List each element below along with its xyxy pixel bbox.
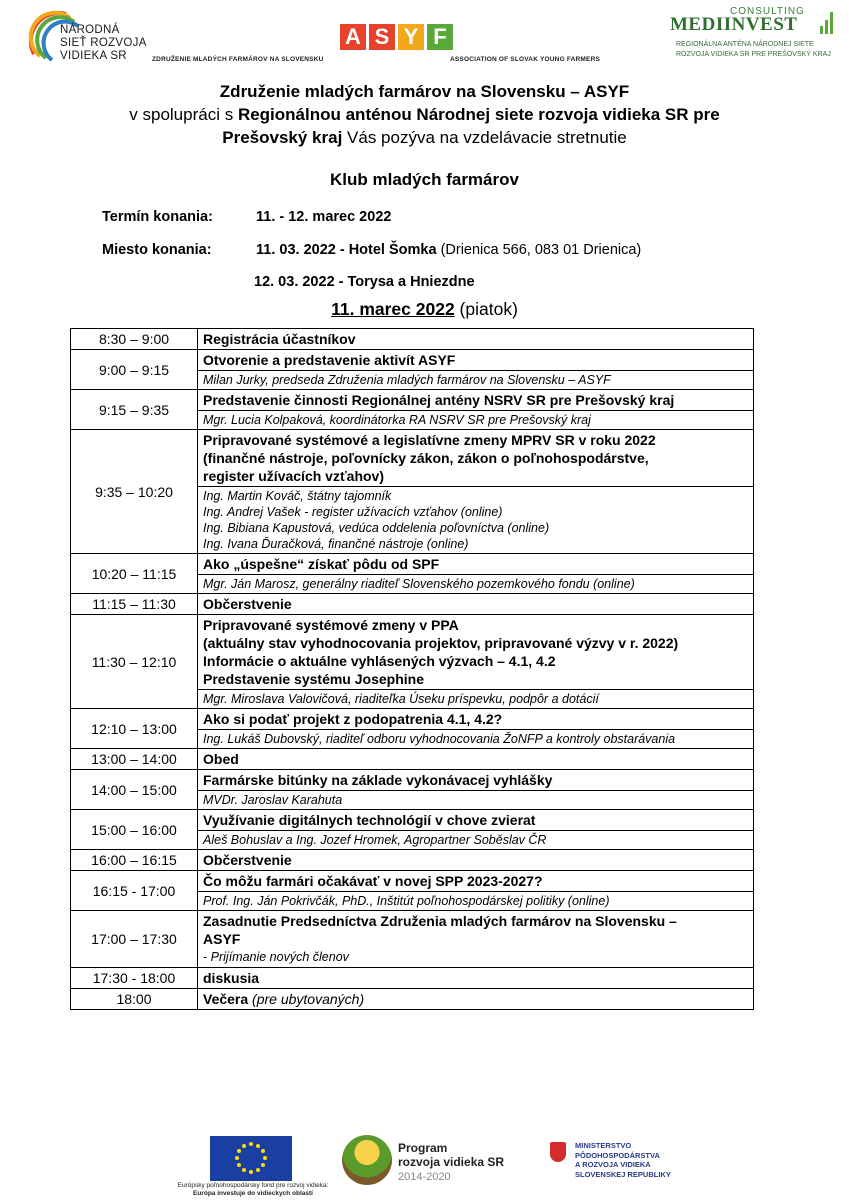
speaker-line: Prof. Ing. Ján Pokrivčák, PhD., Inštitút poľnohospodárskej politiky (online) [203, 894, 610, 908]
schedule-speakers [198, 575, 754, 594]
schedule-time: 16:00 – 16:15 [71, 850, 198, 871]
schedule-topic [198, 968, 754, 989]
topic-line: Pripravované systémové zmeny v PPA [203, 617, 459, 633]
mediinvest-logo: MEDIINVEST [670, 14, 798, 35]
schedule-topic [198, 810, 754, 831]
topic-line: Večera [203, 991, 249, 1007]
schedule-topic [198, 350, 754, 371]
speaker-line: Ing. Martin Kováč, štátny tajomník [203, 489, 392, 503]
topic-line: Predstavenie systému Josephine [203, 671, 424, 687]
schedule-speakers [198, 730, 754, 749]
nsrv-logo-text: NÁRODNÁ SIEŤ ROZVOJA VIDIEKA SR [60, 24, 147, 62]
schedule-row [71, 810, 754, 831]
schedule-topic [198, 709, 754, 730]
schedule-row [71, 390, 754, 411]
schedule-time: 8:30 – 9:00 [71, 329, 198, 350]
schedule-speakers [198, 791, 754, 810]
schedule-time: 10:20 – 11:15 [71, 554, 198, 594]
schedule-topic [198, 615, 754, 690]
schedule-topic [198, 430, 754, 487]
schedule-time: 14:00 – 15:00 [71, 770, 198, 810]
schedule-topic [198, 390, 754, 411]
asyf-logo-letter: Y [398, 24, 424, 50]
schedule-row [71, 850, 754, 871]
speaker-line: Mgr. Ján Marosz, generálny riaditeľ Slovenského pozemkového fondu (online) [203, 577, 635, 591]
schedule-topic [198, 850, 754, 871]
event-title: Klub mladých farmárov [330, 170, 519, 189]
topic-line: Občerstvenie [203, 852, 292, 868]
schedule-row [71, 989, 754, 1010]
schedule-time: 16:15 - 17:00 [71, 871, 198, 911]
schedule-topic [198, 749, 754, 770]
schedule-time: 11:30 – 12:10 [71, 615, 198, 709]
topic-line: Informácie o aktuálne vyhlásených výzvach – 4.1, 4.2 [203, 653, 556, 669]
mediinvest-subtitle: REGIONÁLNA ANTÉNA NÁRODNEJ SIETE ROZVOJA VIDIEKA SR PRE PREŠOVSKÝ KRAJ [676, 41, 831, 58]
speaker-line: Aleš Bohuslav a Ing. Jozef Hromek, Agropartner Soběslav ČR [203, 833, 547, 847]
schedule-row [71, 871, 754, 892]
topic-line: Pripravované systémové a legislatívne zmeny MPRV SR v roku 2022 [203, 432, 656, 448]
topic-line: ASYF [203, 931, 241, 947]
schedule-speakers [198, 690, 754, 709]
schedule-row [71, 329, 754, 350]
day-heading: 11. marec 2022 (piatok) [331, 299, 518, 319]
slovak-coat-of-arms-icon [550, 1142, 566, 1162]
schedule-row [71, 350, 754, 371]
topic-line: Čo môžu farmári očakávať v novej SPP 2023-2027? [203, 873, 543, 889]
term-value: 11. - 12. marec 2022 [256, 209, 392, 225]
schedule-speakers [198, 487, 754, 554]
schedule-topic [198, 594, 754, 615]
place-value-2: 12. 03. 2022 - Torysa a Hniezdne [254, 274, 475, 290]
topic-line: (finančné nástroje, poľovnícky zákon, zákon o poľnohospodárstve, [203, 450, 649, 466]
schedule-time: 9:00 – 9:15 [71, 350, 198, 390]
prv-logo-icon [342, 1135, 392, 1185]
asyf-logo-letter: S [369, 24, 395, 50]
schedule-speakers [198, 371, 754, 390]
schedule-time: 9:35 – 10:20 [71, 430, 198, 554]
schedule-speakers [198, 892, 754, 911]
schedule-row [71, 709, 754, 730]
place-value-1: 11. 03. 2022 - Hotel Šomka (Drienica 566, 083 01 Drienica) [256, 242, 642, 258]
schedule-time: 17:00 – 17:30 [71, 911, 198, 968]
schedule-row [71, 554, 754, 575]
mediinvest-consulting: CONSULTING [730, 6, 805, 17]
prv-years: 2014-2020 [398, 1171, 451, 1183]
schedule-topic [198, 989, 754, 1010]
prv-logo-text: Program rozvoja vidieka SR [398, 1141, 505, 1169]
term-label: Termín konania: [102, 209, 213, 225]
topic-note: - Prijímanie nových členov [203, 950, 349, 964]
asyf-subtitle-sk: ZDRUŽENIE MLADÝCH FARMÁROV NA SLOVENSKU [152, 56, 324, 63]
speaker-line: MVDr. Jaroslav Karahuta [203, 793, 343, 807]
topic-line: Ako „úspešne“ získať pôdu od SPF [203, 556, 440, 572]
speaker-line: Ing. Andrej Vašek - register užívacích vzťahov (online) [203, 505, 503, 519]
schedule-topic [198, 911, 754, 968]
schedule-time: 13:00 – 14:00 [71, 749, 198, 770]
topic-line: Otvorenie a predstavenie aktivít ASYF [203, 352, 456, 368]
topic-note: (pre ubytovaných) [248, 991, 365, 1007]
schedule-topic [198, 770, 754, 791]
topic-line: diskusia [203, 970, 260, 986]
eu-flag-icon [210, 1136, 292, 1181]
schedule-row [71, 430, 754, 487]
invitation-text: Združenie mladých farmárov na Slovensku – ASYF v spolupráci s Regionálnou anténou Národnej siete rozvoja vidieka SR pre Prešovský kraj Vás pozýva na vzdelávacie stretnutie [129, 82, 720, 147]
schedule-row [71, 594, 754, 615]
ministry-logo-text: MINISTERSTVO PÔDOHOSPODÁRSTVA A ROZVOJA VIDIEKA SLOVENSKEJ REPUBLIKY [575, 1141, 671, 1179]
schedule-time: 11:15 – 11:30 [71, 594, 198, 615]
topic-line: Farmárske bitúnky na základe vykonávacej vyhlášky [203, 772, 553, 788]
speaker-line: Ing. Lukáš Dubovský, riaditeľ odboru vyhodnocovania ŽoNFP a kontroly obstarávania [203, 732, 676, 746]
asyf-logo-letter: F [427, 24, 453, 50]
speaker-line: Mgr. Miroslava Valovičová, riaditeľka Úseku príspevku, podpôr a dotácií [203, 692, 599, 706]
schedule-topic [198, 554, 754, 575]
schedule-speakers [198, 411, 754, 430]
topic-line: (aktuálny stav vyhodnocovania projektov, pripravované výzvy v r. 2022) [203, 635, 679, 651]
schedule-row [71, 770, 754, 791]
schedule-row [71, 911, 754, 968]
schedule-topic [198, 871, 754, 892]
schedule-time: 18:00 [71, 989, 198, 1010]
topic-line: Ako si podať projekt z podopatrenia 4.1, 4.2? [203, 711, 503, 727]
bar-chart-icon [820, 12, 834, 34]
eu-stars-icon [210, 1136, 292, 1181]
topic-line: Zasadnutie Predsedníctva Združenia mladých farmárov na Slovensku – [203, 913, 677, 929]
schedule-topic [198, 329, 754, 350]
eu-fund-text: Európsky poľnohospodársky fond pre rozvoj vidieka: Európa investuje do vidieckych oblastí [177, 1182, 329, 1197]
topic-line: Obed [203, 751, 239, 767]
schedule-row [71, 749, 754, 770]
speaker-line: Ing. Ivana Ďuračková, finančné nástroje (online) [203, 537, 469, 551]
schedule-row [71, 968, 754, 989]
speaker-line: Milan Jurky, predseda Združenia mladých farmárov na Slovensku – ASYF [203, 373, 611, 387]
topic-line: Občerstvenie [203, 596, 292, 612]
asyf-subtitle-en: ASSOCIATION OF SLOVAK YOUNG FARMERS [450, 56, 601, 63]
schedule-time: 15:00 – 16:00 [71, 810, 198, 850]
topic-line: register užívacích vzťahov) [203, 468, 384, 484]
schedule-time: 12:10 – 13:00 [71, 709, 198, 749]
schedule-time: 9:15 – 9:35 [71, 390, 198, 430]
speaker-line: Mgr. Lucia Kolpaková, koordinátorka RA NSRV SR pre Prešovský kraj [203, 413, 591, 427]
place-label: Miesto konania: [102, 242, 212, 258]
topic-line: Predstavenie činnosti Regionálnej antény NSRV SR pre Prešovský kraj [203, 392, 675, 408]
schedule-speakers [198, 831, 754, 850]
schedule-time: 17:30 - 18:00 [71, 968, 198, 989]
schedule-table [70, 328, 754, 1010]
topic-line: Registrácia účastníkov [203, 331, 356, 347]
schedule-row [71, 615, 754, 690]
speaker-line: Ing. Bibiana Kapustová, vedúca oddelenia poľovníctva (online) [203, 521, 550, 535]
topic-line: Využívanie digitálnych technológií v chove zvierat [203, 812, 536, 828]
asyf-logo-letter: A [340, 24, 366, 50]
